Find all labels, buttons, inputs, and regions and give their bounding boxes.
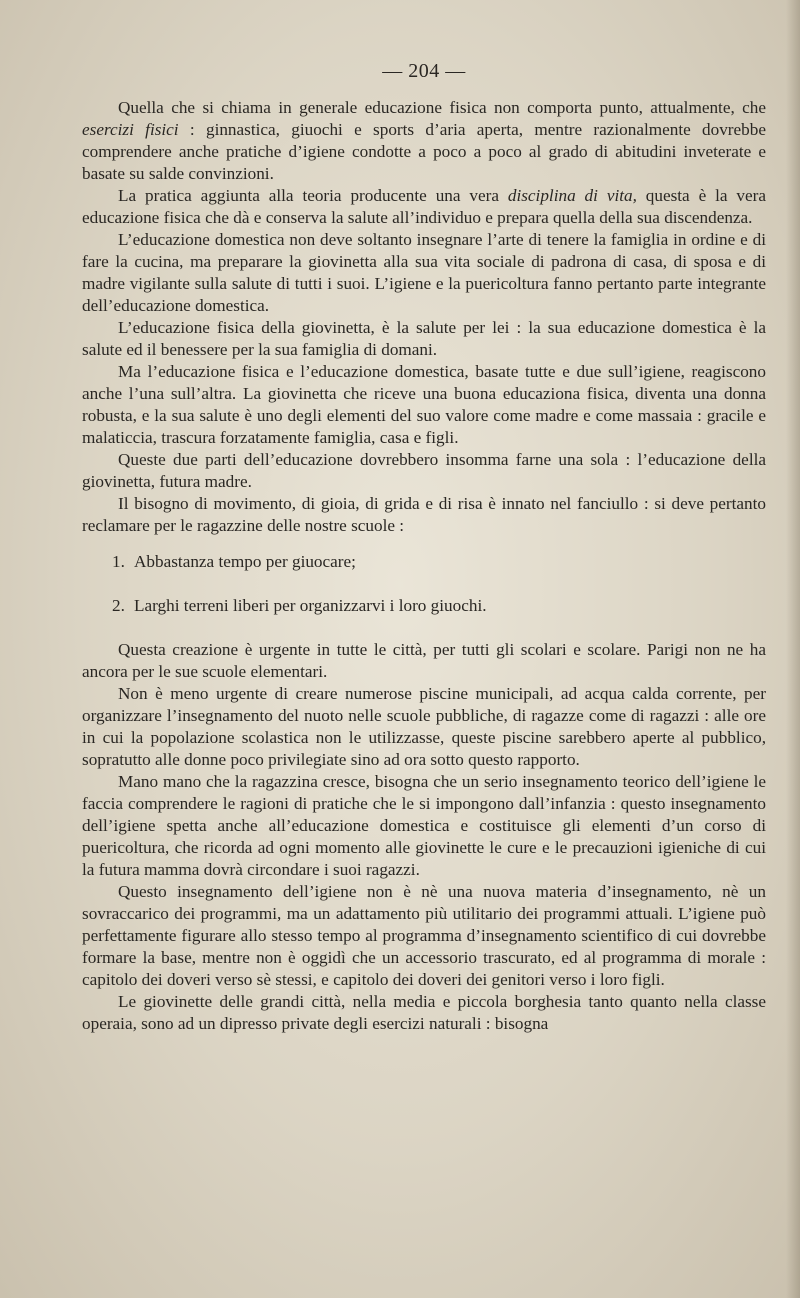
paragraph-12: Le giovinette delle grandi città, nella media e piccola borghesia tanto quanto nella classe operaia, sono ad un dipresso private degli esercizi naturali : bisogna (82, 992, 766, 1033)
paragraph-1-text-end: : ginnastica, giuochi e sports d’aria aperta, mentre razionalmente dovrebbe comprendere anche pratiche d’igiene condotte a poco a poco al grado di abitudini inveterate e basate su salde convinzioni. (82, 120, 766, 183)
list-item (82, 595, 766, 617)
paragraph-11: Questo insegnamento dell’igiene non è nè una nuova materia d’insegnamento, nè un sovraccarico dei programmi, ma un adattamento più utilitario dei programmi attuali. L’igiene può perfettamente figurare allo stesso tempo al programma d’insegnamento scientifico di cui dovrebbe formare la base, mentre non è oggidì che un accessorio trascurato, ed al programma di morale : capitolo dei doveri verso sè stessi, e capitolo dei doveri dei genitori verso i loro figli. (82, 882, 766, 989)
paragraph-3: L’educazione domestica non deve soltanto insegnare l’arte di tenere la famiglia in ordine e di fare la cucina, ma preparare la giovinetta alla sua vita sociale di padrona di casa, di sposa e di madre vigilante sulla salute di tutti i suoi. L’igiene e la puericoltura fanno pertanto parte integrante dell’educazione domestica. (82, 230, 766, 315)
page-number: — 204 — (382, 60, 466, 82)
list-item-number: 1. (112, 552, 125, 571)
paragraph-1-text: Quella che si chiama in generale educazione fisica non comporta punto, attualmente, che (118, 98, 766, 117)
paragraph-2 (82, 185, 766, 229)
paragraph-10: Mano mano che la ragazzina cresce, bisogna che un serio insegnamento teorico dell’igiene le faccia comprendere le ragioni di pratiche che le si impongono dall’infanzia : questo insegnamento dell’igiene spetta anche all’educazione domestica e costituisce gli elementi d’un corso di puericoltura, che ricorda ad ogni momento alle giovinette le cure e le precauzioni igieniche di cui la futura mamma dovrà circondare i suoi ragazzi. (82, 772, 766, 879)
page-edge-shadow (786, 0, 800, 1298)
paragraph-1 (82, 97, 766, 185)
list-item (82, 551, 766, 573)
paragraph-1-italic: esercizi fisici (82, 120, 179, 139)
paragraph-2-italic: disciplina di vita, (507, 186, 637, 205)
book-page (82, 60, 766, 1280)
paragraph-4: L’educazione fisica della giovinetta, è la salute per lei : la sua educazione domestica è la salute ed il benessere per la sua famiglia di domani. (82, 318, 766, 359)
paragraph-6: Queste due parti dell’educazione dovrebbero insomma farne una sola : l’educazione della giovinetta, futura madre. (82, 450, 766, 491)
list-item-text: Abbastanza tempo per giuocare; (134, 552, 356, 571)
paragraph-5: Ma l’educazione fisica e l’educazione domestica, basate tutte e due sull’igiene, reagiscono anche l’una sull’altra. La giovinetta che riceve una buona educaziona fisica, diventa una donna robusta, e la sua salute è uno degli elementi del suo valore come madre e come massaia : gracile e malaticcia, trascura forzatamente famiglia, casa e figli. (82, 362, 766, 447)
paragraph-7: Il bisogno di movimento, di gioia, di grida e di risa è innato nel fanciullo : si deve pertanto reclamare per le ragazzine delle nostre scuole : (82, 494, 766, 535)
list-item-text: Larghi terreni liberi per organizzarvi i loro giuochi. (134, 596, 487, 615)
numbered-list (82, 551, 766, 617)
paragraph-2-text-end: questa è la vera educazione fisica che dà e conserva la salute all’individuo e prepara quella della sua discendenza. (82, 186, 766, 227)
paragraph-2-text: La pratica aggiunta alla teoria producente una vera (118, 186, 508, 205)
list-item-number: 2. (112, 596, 125, 615)
paragraph-9: Non è meno urgente di creare numerose piscine municipali, ad acqua calda corrente, per organizzare l’insegnamento del nuoto nelle scuole pubbliche, di ragazze come di ragazzi : alle ore in cui la popolazione scolastica non le utilizzasse, queste piscine sarebbero aperte al pubblico, sopratutto alle donne poco privilegiate sino ad ora sotto questo rapporto. (82, 684, 766, 769)
paragraph-8: Questa creazione è urgente in tutte le città, per tutti gli scolari e scolare. Parigi non ne ha ancora per le sue scuole elementari. (82, 640, 766, 681)
